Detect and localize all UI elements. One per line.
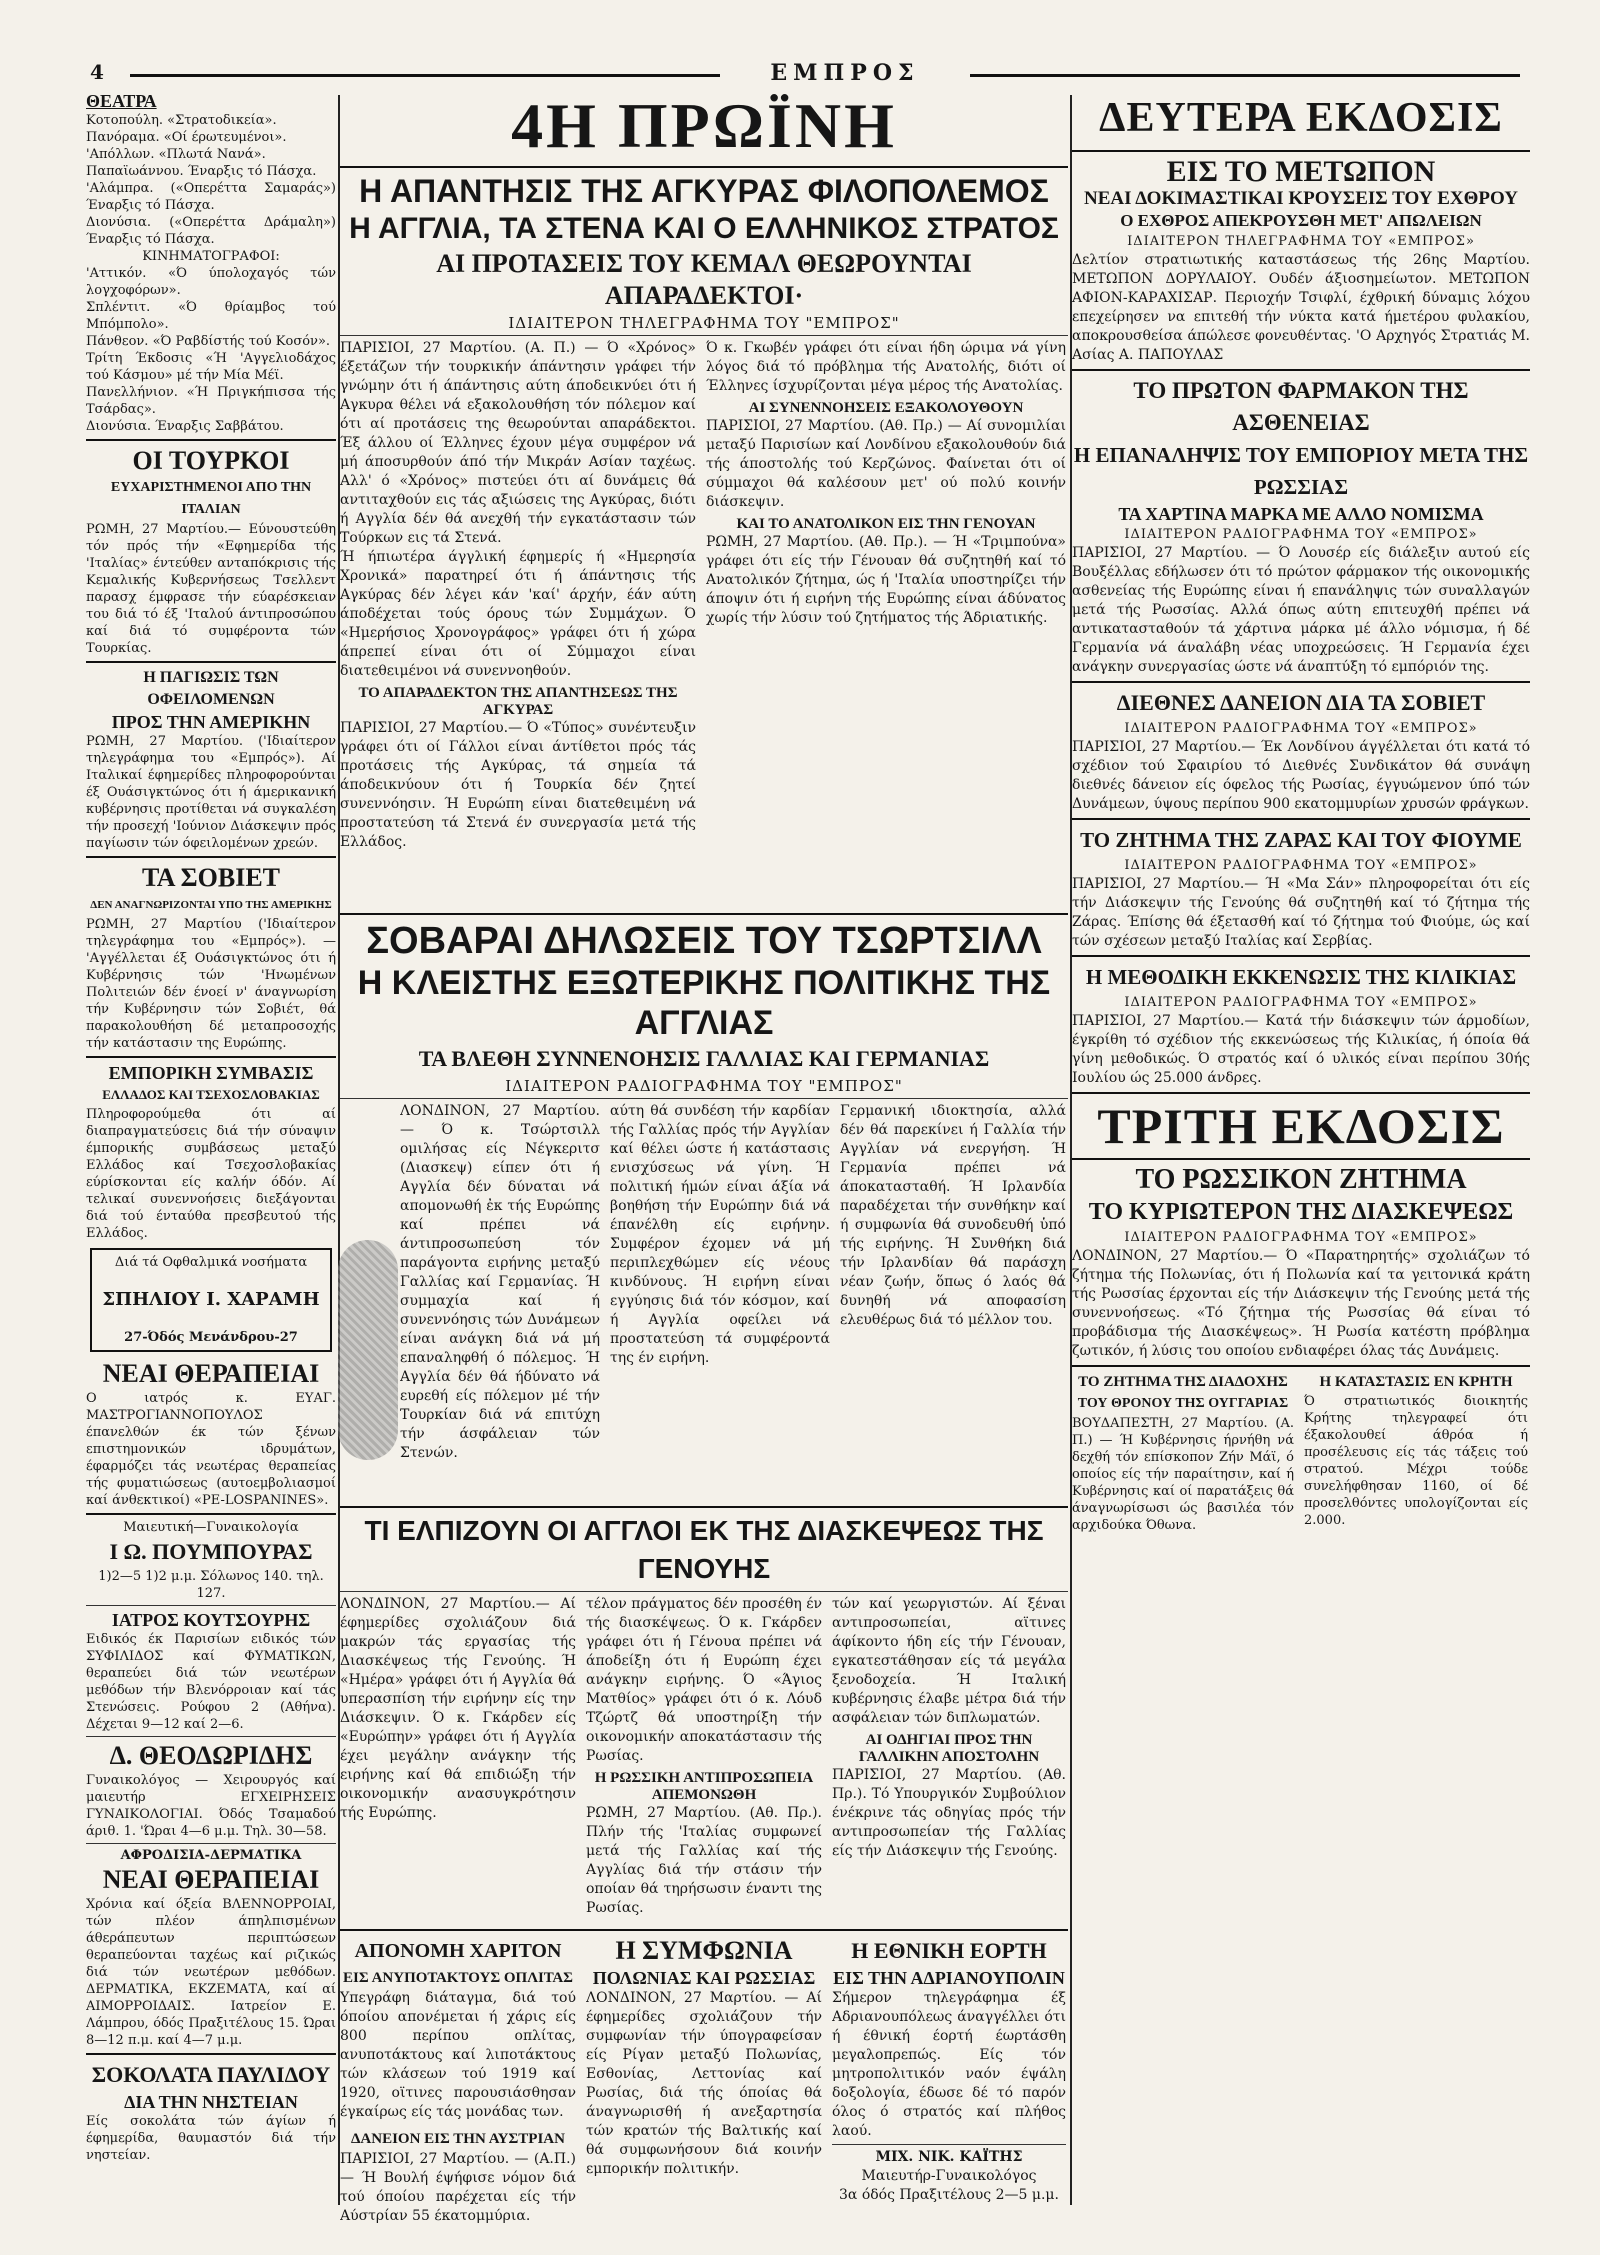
- ad-body: Είς σοκολάτα τών άγίων ή έφημερίδα, θαυμαστόν διά τήν νηστείαν.: [86, 2114, 336, 2163]
- section-rule: [1072, 1092, 1530, 1094]
- advertisement: [90, 1248, 332, 1352]
- article-subheadline: ΕΙΣ ΤΗΝ ΑΔΡΙΑΝΟΥΠΟΛΙΝ: [833, 1968, 1065, 1988]
- theatre-line: Πανόραμα. «Οί έρωτευμένοι».: [86, 130, 287, 145]
- section-rule: [1072, 369, 1530, 371]
- ad-address: 1)2—5 1)2 μ.μ. Σόλωνος 140. τηλ. 127.: [98, 1569, 324, 1601]
- article-body: Ή ήπιωτέρα άγγλική έφημερίς ή «Ημερησία Χρονικά» παρατηρεί ότι ή άπάντησις τής Αγκύρας δέν λέγει κάν 'καί' άρχήν, έάν αύτη άποδέχεται τούς όρους τών Συμμάχων. Ό «Ημερήσιος Χρονογράφος» γράφει ότι ή χώρα άπρεπεί είναι ότι οί Σύμμαχοι είναι διατεθειμένοι νά συνεννοηθούν.: [340, 549, 696, 679]
- article-headline: ΟΙ ΤΟΥΡΚΟΙ: [132, 446, 290, 475]
- article-block: [1072, 1371, 1530, 1611]
- article-subheadline: ΑΙ ΟΔΗΓΙΑΙ ΠΡΟΣ ΤΗΝ ΓΑΛΛΙΚΗΝ ΑΠΟΣΤΟΛΗΝ: [858, 1732, 1040, 1765]
- section-rule: [1072, 955, 1530, 957]
- subheadline: ΤΑ ΒΛΕΘΗ ΣΥΝΝΕΝΟΗΣΙΣ ΓΑΛΛΙΑΣ ΚΑΙ ΓΕΡΜΑΝΙΑΣ: [418, 1046, 990, 1071]
- headline: ΤΟ ΖΗΤΗΜΑ ΤΗΣ ΖΑΡΑΣ ΚΑΙ ΤΟΥ ΦΙΟΥΜΕ: [1080, 828, 1522, 852]
- article-body: ΡΩΜΗ, 27 Μαρτίου. (Αθ. Πρ.). Πλήν τής 'Ιταλίας συμφωνεί μετά τής Γαλλίας καί τής Αγγλίας διά τήν στάσιν τήν οποίαν θά τηρήσωσιν έναντι της Ρωσίας.: [586, 1805, 822, 1916]
- headline: ΤΙ ΕΛΠΙΖΟΥΝ ΟΙ ΑΓΓΛΟΙ ΕΚ ΤΗΣ ΔΙΑΣΚΕΨΕΩΣ ΤΗΣ ΓΕΝΟΥΗΣ: [364, 1515, 1044, 1584]
- section-rule: [1072, 1365, 1530, 1367]
- headline: Η ΜΕΘΟΔΙΚΗ ΕΚΚΕΝΩΣΙΣ ΤΗΣ ΚΙΛΙΚΙΑΣ: [1085, 965, 1517, 989]
- theatre-line: Πάνθεον. «Ό Ραβδίστής τού Κοσόν».: [86, 334, 331, 349]
- article-body: ΠΑΡΙΣΙΟΙ, 27 Μαρτίου.— Ή «Μα Σάν» πληροφορείται ότι είς τήν Διάσκεψιν τής Γενούης θά συζητηθή καί τό ζήτημα τής Ζάρας. Έπίσης θά έξετασθή καί τό ζήτημα τού Φιούμε, ώς καί τών σχέσεων μεταξύ Ιταλίας καί Σερβίας.: [1072, 876, 1530, 949]
- masthead-rule-right: [970, 74, 1520, 77]
- article-subheadline: ΕΙΣ ΑΝΥΠΟΤΑΚΤΟΥΣ ΟΠΛΙΤΑΣ: [343, 1970, 573, 1986]
- article-column: [1072, 1371, 1294, 1611]
- article-headline: ΤΟ ΖΗΤΗΜΑ ΤΗΣ ΔΙΑΔΟΧΗΣ: [1078, 1374, 1288, 1390]
- theatre-line: 'Αττικόν. «Ό ύπολοχαγός τών λογχοφόρων».: [86, 266, 336, 298]
- theatre-heading: ΘΕΑΤΡΑ: [86, 91, 157, 111]
- article-column: [832, 1935, 1066, 2225]
- article-body: Πληροφορούμεθα ότι αί διαπραγματεύσεις διά τήν σύναψιν έμπορικής συμβάσεως μεταξύ Ελλάδος καί Τσεχοσλοβακίας εύρίσκονται είς καλήν όδόν. Αί τελικαί συνεννοήσεις διεξάγονται διά τού ένταύθα πρεσβευτού τής Ελλάδος.: [86, 1107, 336, 1241]
- article-subheadline: ΤΟΥ ΘΡΟΝΟΥ ΤΗΣ ΟΥΓΓΑΡΙΑΣ: [1077, 1396, 1289, 1411]
- section-rule: [340, 1098, 1068, 1099]
- dispatch-label: ΙΔΙΑΙΤΕΡΟΝ ΡΑΔΙΟΓΡΑΦΗΜΑ ΤΟΥ «ΕΜΠΡΟΣ»: [1124, 527, 1478, 542]
- article-body: ΛΟΝΔΙΝΟΝ, 27 Μαρτίου.— Αί έφημερίδες σχολιάζουν διά μακρών τάς εργασίας τής Διασκέψεως τής Γενούης. Ή «Ημέρα» γράφει ότι ή Αγγλία θά υπερασπίση τήν ειρήνην είς την Διάσκεψιν. Ό κ. Γκάρδεν είς «Ευρώπην» γράφει ότι ή Αγγλία έχει μεγάλην ανάγκην τής ειρήνης καί θά επιδιώξη τήν οικονομικήν ανασυγκρότησιν τής Ευρώπης.: [340, 1596, 576, 1821]
- main-headline: ΕΙΣ ΤΟ ΜΕΤΩΠΟΝ: [1166, 155, 1436, 188]
- article-headline: Η ΕΘΝΙΚΗ ΕΟΡΤΗ: [851, 1938, 1047, 1963]
- ad-body: Χρόνια καί όξεία ΒΛΕΝΝΟΡΡΟΙΑΙ, τών πλέον άπηλπισμένων άθεράπευτων περιπτώσεων θεραπεύονται ταχέως καί ριζικώς διά τών νεωτέρων μεθόδων. ΔΕΡΜΑΤΙΚΑ, ΕΚΖΕΜΑΤΑ, καί αί ΑΙΜΟΡΡΟΙΔΑΙΣ. Ιατρείον Ε. Λάμπρου, όδός Πραξιτέλους 15. Ώραι 8—12 π.μ. καί 4—7 μ.μ.: [86, 1897, 336, 2048]
- section-rule: [86, 661, 336, 663]
- article-body: Ό κ. Γκωβέν γράφει ότι είναι ήδη ώριμα νά γίνη λόγος διά τό πρόβλημα τής Ανατολής, διότι οί Έλληνες ίσχυρίζονται μέγα μέρος τής Ανατολίας.: [706, 340, 1066, 394]
- left-column: [86, 90, 336, 2225]
- article-headline: Η ΠΑΓΙΩΣΙΣ ΤΩΝ ΟΦΕΙΛΟΜΕΝΩΝ: [143, 669, 279, 708]
- article-column: [400, 1102, 600, 1502]
- article-body: ΠΑΡΙΣΙΟΙ, 27 Μαρτίου.— Ό «Τύπος» συνέντευξιν γράφει ότι οί Γάλλοι είναι άντίθετοι πρός τάς προτάσεις τής Αγκύρας, τά σημεία τά άποδεικνύουν ότι ή Τουρκία δέν ζητεί συνεννόησιν. Ή Ευρώπη είναι διατεθειμένη νά προστατεύση τά Στενά έν συνεργασία μετά τής Ελλάδος.: [340, 720, 696, 850]
- article-subheadline: ΕΛΛΑΔΟΣ ΚΑΙ ΤΣΕΧΟΣΛΟΒΑΚΙΑΣ: [102, 1087, 320, 1102]
- cinema-heading: ΚΙΝΗΜΑΤΟΓΡΑΦΟΙ:: [142, 249, 280, 264]
- masthead: [90, 60, 1520, 90]
- section-rule: [340, 166, 1068, 168]
- headline: Η ΑΓΓΛΙΑ, ΤΑ ΣΤΕΝΑ ΚΑΙ Ο ΕΛΛΗΝΙΚΟΣ ΣΤΡΑΤΟΣ: [349, 212, 1059, 245]
- section-rule: [1072, 150, 1530, 152]
- article-subheadline: ΔΕΝ ΑΝΑΓΝΩΡΙΖΟΝΤΑΙ ΥΠΟ ΤΗΣ ΑΜΕΡΙΚΗΣ: [90, 899, 332, 911]
- article-body: ΠΑΡΙΣΙΟΙ, 27 Μαρτίου. — (Α.Π.) — Ή Βουλή έψήφισε νόμον διά τού όποίου παρέχεται είς τήν Αύστρίαν 55 έκατομμύρια.: [340, 2151, 576, 2224]
- theatre-line: Διονύσια. Έναρξις Σαββάτου.: [86, 419, 284, 434]
- section-rule: [340, 1506, 1068, 1508]
- article-body: Ό στρατιωτικός διοικητής Κρήτης τηλεγραφεί ότι έξακολουθεί άθρόα ή προσέλευσις είς τάς τάξεις τού στρατού. Μέχρι τούδε συνελήφθησαν 1160, οί δέ προσελθόντες υπολογίζονται είς 2.000.: [1304, 1394, 1528, 1528]
- article-body: ΠΑΡΙΣΙΟΙ, 27 Μαρτίου.— Έκ Λονδίνου άγγέλλεται ότι κατά τό σχέδιον τού Σφαιρίου τό Διεθνές Συνδικάτον θά συνάψη διεθνές δάνειον είς όφελος τής Ρωσίας, έγγυώμενον ύπό τών Δυνάμεων, ύψους περίπου 900 εκατομμυρίων χρυσών φράγκων.: [1072, 739, 1530, 812]
- article-block: [340, 1595, 1068, 1925]
- theatre-line: Τρίτη Έκδοσις «Ή 'Αγγελιοδάχος τού Κάσμου» μέ τήν Μία Μέϊ.: [86, 351, 336, 383]
- ad-line: Διά τά Οφθαλμικά νοσήματα: [114, 1255, 308, 1270]
- article-body: ΛΟΝΔΙΝΟΝ, 27 Μαρτίου. — Αί έφημερίδες σχολιάζουν τήν συμφωνίαν τήν ύπογραφείσαν είς Ρίγαν μεταξύ Πολωνίας, Εσθονίας, Λεττονίας καί Ρωσίας, διά τής όποίας θά άναγνωρισθή ή ανεξαρτησία τών κρατών τής Βαλτικής καί θά συμφωνήσουν διά κοινήν εμπορικήν πολιτικήν.: [586, 1990, 822, 2177]
- article-body: Υπεγράφη διάταγμα, διά τού όποίου απονέμεται ή χάρις είς 800 περίπου οπλίτας, ανυποτάκτους καί λιποτάκτους τών κλάσεων τού 1919 καί 1920, οϊτινες παρουσιάσθησαν έγκαίρως είς τάς μονάδας των.: [340, 1990, 576, 2120]
- paper-name: ΕΜΠΡΟΣ: [770, 60, 920, 86]
- article-body: αύτη θά συνδέση τήν καρδίαν τής Γαλλίας πρός τήν Αγγλίαν καί θέλει ώστε ή κατάστασις ενισχύσεως νά γίνη. Ή πολιτική ήμών είναι άξία νά βοηθήση τήν Ευρώπην διά νά έπανέλθη είς ειρήνην. Συμφέρον έχομεν νά μή περιπλεχθώμεν είς νέους κινδύνους. Ή ειρήνη είναι εγγύησις διά τόν κόσμον, καί ή Αγγλία οφείλει νά προστατεύση τά συμφέροντά της έν ειρήνη.: [610, 1103, 830, 1366]
- section-rule: [86, 1736, 336, 1737]
- article-body: ΡΩΜΗ, 27 Μαρτίου ('Ιδιαίτερον τηλεγράφημα του «Εμπρός»). — 'Αγγέλλεται έξ Ουάσιγκτώνος ότι ή Κυβέρνησις τών 'Ηνωμένων Πολιτειών δέν ένοεί ν' άναγνωρίση τήν Κυβέρνησιν τών Σοβιέτ, θά παρακολουθήση δέ μεταπροσοχής τήν κατάστασιν της Ευρώπης.: [86, 917, 336, 1051]
- edition-title: 4Η ΠΡΩΪΝΗ: [511, 90, 897, 161]
- ad-subtitle: ΔΙΑ ΤΗΝ ΝΗΣΤΕΙΑΝ: [124, 2092, 298, 2112]
- ad-name: ΜΙΧ. ΝΙΚ. ΚΑΪΤΗΣ: [875, 2149, 1023, 2165]
- article-column: [1304, 1371, 1528, 1611]
- section-rule: [1072, 818, 1530, 820]
- article-block: [340, 1935, 1068, 2225]
- theatre-line: Κοτοπούλη. «Στρατοδικεία».: [86, 113, 277, 128]
- subheadline: ΤΟ ΚΥΡΙΩΤΕΡΟΝ ΤΗΣ ΔΙΑΣΚΕΨΕΩΣ: [1088, 1199, 1514, 1225]
- section-rule: [86, 1056, 336, 1058]
- ad-address: 27-Όδός Μενάνδρου-27: [124, 1330, 298, 1345]
- dispatch-label: ΙΔΙΑΙΤΕΡΟΝ ΡΑΔΙΟΓΡΑΦΗΜΑ ΤΟΥ «ΕΜΠΡΟΣ»: [1124, 995, 1478, 1010]
- section-rule: [340, 1591, 1068, 1592]
- article-column: [832, 1595, 1066, 1925]
- ad-label: Μαιευτήρ-Γυναικολόγος: [861, 2168, 1037, 2184]
- article-subheadline: ΤΟ ΑΠΑΡΑΔΕΚΤΟΝ ΤΗΣ ΑΠΑΝΤΗΣΕΩΣ ΤΗΣ ΑΓΚΥΡΑΣ: [358, 685, 678, 718]
- dispatch-label: ΙΔΙΑΙΤΕΡΟΝ ΡΑΔΙΟΓΡΑΦΗΜΑ ΤΟΥ «ΕΜΠΡΟΣ»: [1124, 721, 1478, 736]
- article-headline: ΕΜΠΟΡΙΚΗ ΣΥΜΒΑΣΙΣ: [108, 1063, 314, 1083]
- theatre-line: Πανελλήνιον. «Ή Πριγκήπισσα τής Τσάρδας».: [86, 385, 336, 417]
- article-body: ΠΑΡΙΣΙΟΙ, 27 Μαρτίου. — Ό Λουσέρ είς διάλεξιν αυτού είς Βουξέλλας εδήλωσεν ότι τό πρώτον φάρμακον τής οικονομικής ασθενείας τής Ευρώπης είναι ή επανάληψις τών συναλλαγών μετά τής Ρωσσίας. Αλλά όπως αύτη επιτευχθή πρέπει νά αντικατασταθούν τά χάρτινα μάρκα μέ άλλο νόμισμα, ή δέ Γερμανία νά άναλάβη νέας υποχρεώσεις. Ή Γερμανία έχει ανάγκην συνεργασίας ώστε νά άναπτύξη τό εμπόριόν της.: [1072, 545, 1530, 675]
- headline: ΤΟ ΡΩΣΣΙΚΟΝ ΖΗΤΗΜΑ: [1135, 1164, 1467, 1195]
- section-rule: [86, 1513, 336, 1515]
- ad-name: ΙΑΤΡΟΣ ΚΟΥΤΣΟΥΡΗΣ: [111, 1610, 311, 1630]
- right-column: [1072, 90, 1530, 2225]
- article-column: [706, 339, 1066, 909]
- section-rule: [1072, 681, 1530, 683]
- article-subheadline: Η ΡΩΣΣΙΚΗ ΑΝΤΙΠΡΟΣΩΠΕΙΑ ΑΠΕΜΟΝΩΘΗ: [594, 1770, 814, 1803]
- article-body: Σήμερον τηλεγράφημα έξ Αδριανουπόλεως άναγγέλλει ότι ή έθνική έορτή έωρτάσθη μεγαλοπρεπώς. Είς τόν μητροπολιτικόν ναόν έψάλη δοξολογία, έδωσε δέ τό παρόν όλος ό στρατός καί πλήθος λαού.: [832, 1990, 1066, 2139]
- article-column: [586, 1935, 822, 2225]
- center-column: [340, 90, 1068, 2225]
- ad-name: ΝΕΑΙ ΘΕΡΑΠΕΙΑΙ: [102, 1865, 320, 1894]
- article-body: ΠΑΡΙΣΙΟΙ, 27 Μαρτίου. (Αθ. Πρ.) — Αί συνομιλίαι μεταξύ Παρισίων καί Λονδίνου εξακολουθούν διά τής άποστολής τού Κερζώνος. Φαίνεται ότι οί σύμμαχοι θά καλέσουν μετ' ού πολύ κοινήν διάσκεψιν.: [706, 418, 1066, 510]
- headline: ΤΟ ΠΡΩΤΟΝ ΦΑΡΜΑΚΟΝ ΤΗΣ ΑΣΘΕΝΕΙΑΣ: [1133, 378, 1469, 435]
- theatre-line: Διονύσια. («Οπερέττα Δράμαλη») Έναρξις τό Πάσχα.: [86, 215, 336, 247]
- ad-name: ΣΠΗΛΙΟΥ Ι. ΧΑΡΑΜΗ: [102, 1289, 320, 1310]
- section-rule: [86, 439, 336, 441]
- ad-body: Γυναικολόγος — Χειρουργός καί μαιευτήρ ΕΓΧΕΙΡΗΣΕΙΣ ΓΥΝΑΙΚΟΛΟΓΙΑΙ. Όδός Τσαμαδού άριθ. 1. 'Ώραι 4—6 μ.μ. Τηλ. 30—58.: [86, 1773, 336, 1839]
- theatre-line: Παπαϊωάννου. Έναρξις τό Πάσχα.: [86, 164, 317, 179]
- ad-name: Δ. ΘΕΟΔΩΡΙΔΗΣ: [109, 1741, 313, 1770]
- edition-title: ΔΕΥΤΕΡΑ ΕΚΔΟΣΙΣ: [1099, 95, 1503, 141]
- dispatch-label: ΙΔΙΑΙΤΕΡΟΝ ΡΑΔΙΟΓΡΑΦΗΜΑ ΤΟΥ «ΕΜΠΡΟΣ»: [1124, 858, 1478, 873]
- section-rule: [832, 2144, 1066, 2145]
- headline: Η ΚΛΕΙΣΤΗΣ ΕΞΩΤΕΡΙΚΗΣ ΠΟΛΙΤΙΚΗΣ ΤΗΣ ΑΓΓΛΙΑΣ: [357, 964, 1051, 1042]
- article-body: Δελτίον στρατιωτικής καταστάσεως τής 26ης Μαρτίου. ΜΕΤΩΠΟΝ ΔΟΡΥΛΑΙΟΥ. Ουδέν άξιοσημείωτον. ΜΕΤΩΠΟΝ ΑΦΙΟΝ-ΚΑΡΑΧΙΣΑΡ. Περιοχήν Τσιφλί, έχθρική δύναμις λόχου επεχείρησεν να επιτεθή τήν νύκτα κατά ήμετέρου φυλακίου, αποκρουσθείσα άπώλεσε φονευθέντας. 'Ο Αρχηγός Στρατιάς Μ. Ασίας Α. ΠΑΠΟΥΛΑΣ: [1072, 252, 1530, 363]
- subheadline: ΑΙ ΠΡΟΤΑΣΕΙΣ ΤΟΥ ΚΕΜΑΛ ΘΕΩΡΟΥΝΤΑΙ ΑΠΑΡΑΔΕΚΤΟΙ·: [436, 249, 972, 310]
- article-subheadline: ΚΑΙ ΤΟ ΑΝΑΤΟΛΙΚΟΝ ΕΙΣ ΤΗΝ ΓΕΝΟΥΑΝ: [736, 516, 1036, 532]
- theatre-line: 'Απόλλων. «Πλωτά Νανά».: [86, 147, 266, 162]
- section-rule: [86, 856, 336, 858]
- subheadline: Ο ΕΧΘΡΟΣ ΑΠΕΚΡΟΥΣΘΗ ΜΕΤ' ΑΠΩΛΕΙΩΝ: [1120, 211, 1482, 230]
- article-headline: ΑΠΟΝΟΜΗ ΧΑΡΙΤΟΝ: [354, 1940, 562, 1962]
- ad-label: Μαιευτική—Γυναικολογία: [123, 1520, 299, 1535]
- dispatch-label: ΙΔΙΑΙΤΕΡΟΝ ΡΑΔΙΟΓΡΑΦΗΜΑ ΤΟΥ "ΕΜΠΡΟΣ": [505, 1077, 903, 1095]
- article-body: ΒΟΥΔΑΠΕΣΤΗ, 27 Μαρτίου. (Α. Π.) — Ή Κυβέρνησις ήρνήθη νά δεχθή τόν επίσκοπον Ζήν Μάϊ, ό οποίος είς τήν παραίτησιν, καί ή Κυβέρνησις καί οί παρατάξεις θά άναγνωρίσωσι ώς βασιλέα τόν αρχιδούκα Όθωνα.: [1072, 1416, 1294, 1533]
- section-rule: [340, 1929, 1068, 1931]
- section-rule: [86, 2053, 336, 2055]
- section-rule: [86, 1843, 336, 1844]
- ad-body: Ειδικός έκ Παρισίων ειδικός τών ΣΥΦΙΛΙΔΟΣ καί ΦΥΜΑΤΙΚΩΝ, θεραπεύει διά τών νεωτέρων μεθόδων τήν Βλενόρροιαν καί τάς Στενώσεις. Ρούφου 2 (Αθήνα). Δέχεται 9—12 καί 2—6.: [86, 1632, 336, 1732]
- article-body: ΡΩΜΗ, 27 Μαρτίου.— Εύνουστεύθη τόν πρός τήν «Εφημερίδα τής 'Ιταλίας» έντεύθεν ανταπόκρισις τής Κεμαλικής Κυβερνήσεως Τσελλεντ παρασχ έμφρασε τήν εύαρέσκειαν του διά τό έξ 'Ιταλού άντιπροσώπου καί διά τό συμφέροντα τών Τουρκίας.: [86, 522, 336, 656]
- article-body: τών καί γεωργιστών. Αί ξέναι αντιπροσωπείαι, αϊτινες άφίκοντο ήδη είς τήν Γένουαν, εγκατεστάθησαν είς τά μεγάλα ξενοδοχεία. Ή Ιταλική κυβέρνησις έλαβε μέτρα διά τήν ασφάλειαν τών διπλωματών.: [832, 1596, 1066, 1726]
- dispatch-label: ΙΔΙΑΙΤΕΡΟΝ ΡΑΔΙΟΓΡΑΦΗΜΑ ΤΟΥ «ΕΜΠΡΟΣ»: [1124, 1230, 1478, 1245]
- article-column: [340, 339, 696, 909]
- article-block: [340, 339, 1068, 909]
- article-body: ΛΟΝΔΙΝΟΝ, 27 Μαρτίου.— Ό «Παρατηρητής» σχολιάζων τό ζήτημα τής Πολωνίας, ότι ή Πολωνία καί τα γειτονικά κράτη τής Ρωσσίας έρχονται είς τήν Διάσκεψιν τής Γενούης μετά τής συνεννοήσεως. «Τό ζήτημα τής Ρωσσίας θά είναι τό προβάδισμα τής Διασκέψεως». Ή Ρωσία κατέστη πρόβλημα ζωτικόν, ή λύσις του οποίου ενδιαφέρει όλας τάς Δυνάμεις.: [1072, 1248, 1530, 1359]
- article-body: ΡΩΜΗ, 27 Μαρτίου. ('Ιδιαίτερον τηλεγράφημα του «Εμπρός»). Αί Ιταλικαί έφημερίδες πληροφορούνται έξ Ουάσιγκτώνος ότι ή άμερικανική κυβέρνησις προτίθεται νά συγκαλέση τήν προσεχή 'Ιούνιον Διάσκεψιν πρός παγίωσιν τών όφειλομένων χρεών.: [86, 734, 336, 851]
- article-column: [840, 1102, 1066, 1502]
- article-subheadline: ΠΡΟΣ ΤΗΝ ΑΜΕΡΙΚΗΝ: [111, 712, 311, 732]
- article-headline: Η ΚΑΤΑΣΤΑΣΙΣ ΕΝ ΚΡΗΤΗ: [1319, 1374, 1513, 1390]
- article-body: ΡΩΜΗ, 27 Μαρτίου. (Αθ. Πρ.). — Ή «Τριμπούνα» γράφει ότι είς τήν Γένουαν θά συζητηθή καί τό Ανατολικόν ζήτημα, ώς ή 'Ιταλία υποστηρίζει τήν άποψιν ότι ή ειρήνη τής Ευρώπης είναι άδύνατος χωρίς τήν λύσιν τού ζητήματος τής Άδριατικής.: [706, 534, 1066, 626]
- theatre-line: Σπλέντιτ. «Ό θρίαμβος τού Μπόμπολο».: [86, 300, 336, 332]
- ad-name: ΣΟΚΟΛΑΤΑ ΠΑΥΛΙΔΟΥ: [91, 2062, 331, 2087]
- masthead-rule-left: [130, 74, 720, 77]
- dispatch-label: ΙΔΙΑΙΤΕΡΟΝ ΤΗΛΕΓΡΑΦΗΜΑ ΤΟΥ «ΕΜΠΡΟΣ»: [1127, 234, 1475, 249]
- article-subheadline: ΕΥΧΑΡΙΣΤΗΜΕΝΟΙ ΑΠΟ ΤΗΝ ΙΤΑΛΙΑΝ: [110, 480, 312, 517]
- ad-label: ΑΦΡΟΔΙΣΙΑ-ΔΕΡΜΑΤΙΚΑ: [120, 1848, 302, 1863]
- article-subheadline: ΠΟΛΩΝΙΑΣ ΚΑΙ ΡΩΣΣΙΑΣ: [592, 1968, 816, 1988]
- edition-title: ΤΡΙΤΗ ΕΚΔΟΣΙΣ: [1097, 1098, 1505, 1154]
- section-rule: [1072, 1158, 1530, 1160]
- page-number: 4: [90, 60, 104, 84]
- article-block: [340, 1102, 1068, 1502]
- ad-address: 3α όδός Πραξιτέλους 2—5 μ.μ.: [839, 2187, 1059, 2203]
- ad-name: Ι Ω. ΠΟΥΜΠΟΥΡΑΣ: [109, 1539, 313, 1564]
- article-column: [610, 1102, 830, 1502]
- article-column: [586, 1595, 822, 1925]
- article-body: Γερμανική ιδιοκτησία, αλλά δέν θά παρεκίνει ή Γαλλία τήν Αγγλίαν νά ενεργήση. Ή Γερμανία πρέπει νά άποκατασταθή. Ή Ιρλανδία παραδέχεται τήν συνθήκην καί ή συμφωνία θά συνοδευθή ὑπό τής ειρήνης. Ή Συνθήκη διά τήν Ιρλανδίαν θά παράσχη νέαν ζωήν, ὅπως ό λαός θά δυνηθή νά αποφασίση ελευθέρως διά τό μέλλον του.: [840, 1103, 1066, 1328]
- article-subheadline: ΑΙ ΣΥΝΕΝΝΟΗΣΕΙΣ ΕΞΑΚΟΛΟΥΘΟΥΝ: [748, 400, 1024, 416]
- section-rule: [86, 1605, 336, 1606]
- theatre-line: 'Αλάμπρα. («Οπερέττα Σαμαράς») Έναρξις τό Πάσχα.: [86, 181, 336, 213]
- main-headline: Η ΑΠΑΝΤΗΣΙΣ ΤΗΣ ΑΓΚΥΡΑΣ ΦΙΛΟΠΟΛΕΜΟΣ: [359, 173, 1049, 209]
- headline: ΣΟΒΑΡΑΙ ΔΗΛΩΣΕΙΣ ΤΟΥ ΤΣΩΡΤΣΙΛΛ: [366, 920, 1042, 962]
- article-body: ΛΟΝΔΙΝΟΝ, 27 Μαρτίου. — Ό κ. Τσώρτσιλλ ομιλήσας είς Νέγκεριτσ (Διασκεψ) είπεν ότι ή Αγγλία δέν δύναται νά απομονωθή ἐκ τής Ευρώπης καί πρέπει νά άντιπροσωπεύση τόν παράγοντα ειρήνης μεταξύ Γαλλίας καί Γερμανίας. Ή συμμαχία καί ή συνεννόησις τών Δυνάμεων είναι ανάγκη διά νά μή επαναληφθή ό πόλεμος. Ή Αγγλία δέν θά ήδύνατο νά ευρεθή είς πόλεμον μέ τήν Τουρκίαν διά νά επιτύχη τήν άσφάλειαν τών Στενών.: [400, 1103, 600, 1461]
- theatre-listing: [86, 112, 336, 435]
- subheadline: ΤΑ ΧΑΡΤΙΝΑ ΜΑΡΚΑ ΜΕ ΑΛΛΟ ΝΟΜΙΣΜΑ: [1118, 504, 1484, 524]
- section-rule: [340, 913, 1068, 915]
- article-headline: ΝΕΑΙ ΘΕΡΑΠΕΙΑΙ: [102, 1359, 320, 1388]
- article-body: Ο ιατρός κ. ΕΥΑΓ. ΜΑΣΤΡΟΓΙΑΝΝΟΠΟΥΛΟΣ έπανελθών έκ τών ξένων επιστημονικών ιδρυμάτων, έφαρμόζει τάς νεωτέρας θεραπείας τής φυματιώσεως (αυτοεμβολιασμοί καί άνθεκτικοί) «PE-LOSPANINES».: [86, 1391, 336, 1508]
- article-body: ΠΑΡΙΣΙΟΙ, 27 Μαρτίου.— Κατά τήν διάσκεψιν τών άρμοδίων, έγκρίθη τό σχέδιον τής εκκενώσεως τής Κιλικίας, ή όποία θά γίνη μεθοδικώς. Ό στρατός καί ό υλικός είναι περίπου 30ής Ιουλίου ώς 25.000 άνδρες.: [1072, 1013, 1530, 1086]
- dispatch-label: ΙΔΙΑΙΤΕΡΟΝ ΤΗΛΕΓΡΑΦΗΜΑ ΤΟΥ "ΕΜΠΡΟΣ": [508, 314, 900, 332]
- article-column: [340, 1935, 576, 2225]
- article-body: ΠΑΡΙΣΙΟΙ, 27 Μαρτίου. (Αθ. Πρ.). Τό Υπουργικόν Συμβούλιον ένέκρινε τάς οδηγίας πρός τήν αντιπροσωπείαν τής Γαλλίας είς τήν Διάσκεψιν τής Γενούης.: [832, 1767, 1066, 1859]
- article-column: [340, 1595, 576, 1925]
- section-rule: [340, 335, 1068, 336]
- article-body: τέλον πράγματος δέν προσέθη έν τής διασκέψεως. Ό κ. Γκάρδεν γράφει ότι ή Γένουα πρέπει νά άποδείξη ότι ή Ευρώπη έχει ανάγκην ειρήνης. Ό «Άγιος Ματθίος» γράφει ότι ό κ. Λόυδ Τζώρτζ θά υποστηρίξη τήν οικονομικήν αποκατάστασιν τής Ρωσίας.: [586, 1596, 822, 1764]
- headline: Η ΕΠΑΝΑΛΗΨΙΣ ΤΟΥ ΕΜΠΟΡΙΟΥ ΜΕΤΑ ΤΗΣ ΡΩΣΣΙΑΣ: [1073, 443, 1529, 499]
- headline: ΝΕΑΙ ΔΟΚΙΜΑΣΤΙΚΑΙ ΚΡΟΥΣΕΙΣ ΤΟΥ ΕΧΘΡΟΥ: [1084, 188, 1518, 209]
- article-body: ΠΑΡΙΣΙΟΙ, 27 Μαρτίου. (Α. Π.) — Ό «Χρόνος» έξετάζων τήν τουρκικήν άπάντησιν γράφει τήν γνώμην ότι ή άπάντησις αύτη άποδεικνύει ότι ή Αγκυρα θέλει νά εξακολουθήση τόν πόλεμον καί ότι αί προτάσεις της θεωρούνται απαράδεκτοι. Έξ άλλου οί Έλληνες έχουν μέγα συμφέρον νά μή άποσυρθούν άπό τήν Μικράν Ασίαν ταχέως. Αλλ' ό «Χρόνος» πιστεύει ότι αί δυνάμεις θά αντιταχθούν εις τάς αξιώσεις της Αγκύρας, διότι ή Αγγλία δέν θά ανεχθή τήν εγκατάστασιν τών Τούρκων εις τά Στενά.: [340, 340, 696, 546]
- article-headline: ΤΑ ΣΟΒΙΕΤ: [141, 863, 281, 892]
- article-headline: Η ΣΥΜΦΩΝΙΑ: [615, 1936, 793, 1965]
- headline: ΔΙΕΘΝΕΣ ΔΑΝΕΙΟΝ ΔΙΑ ΤΑ ΣΟΒΙΕΤ: [1116, 690, 1486, 715]
- article-subheadline: ΔΑΝΕΙΟΝ ΕΙΣ ΤΗΝ ΑΥΣΤΡΙΑΝ: [351, 2131, 565, 2147]
